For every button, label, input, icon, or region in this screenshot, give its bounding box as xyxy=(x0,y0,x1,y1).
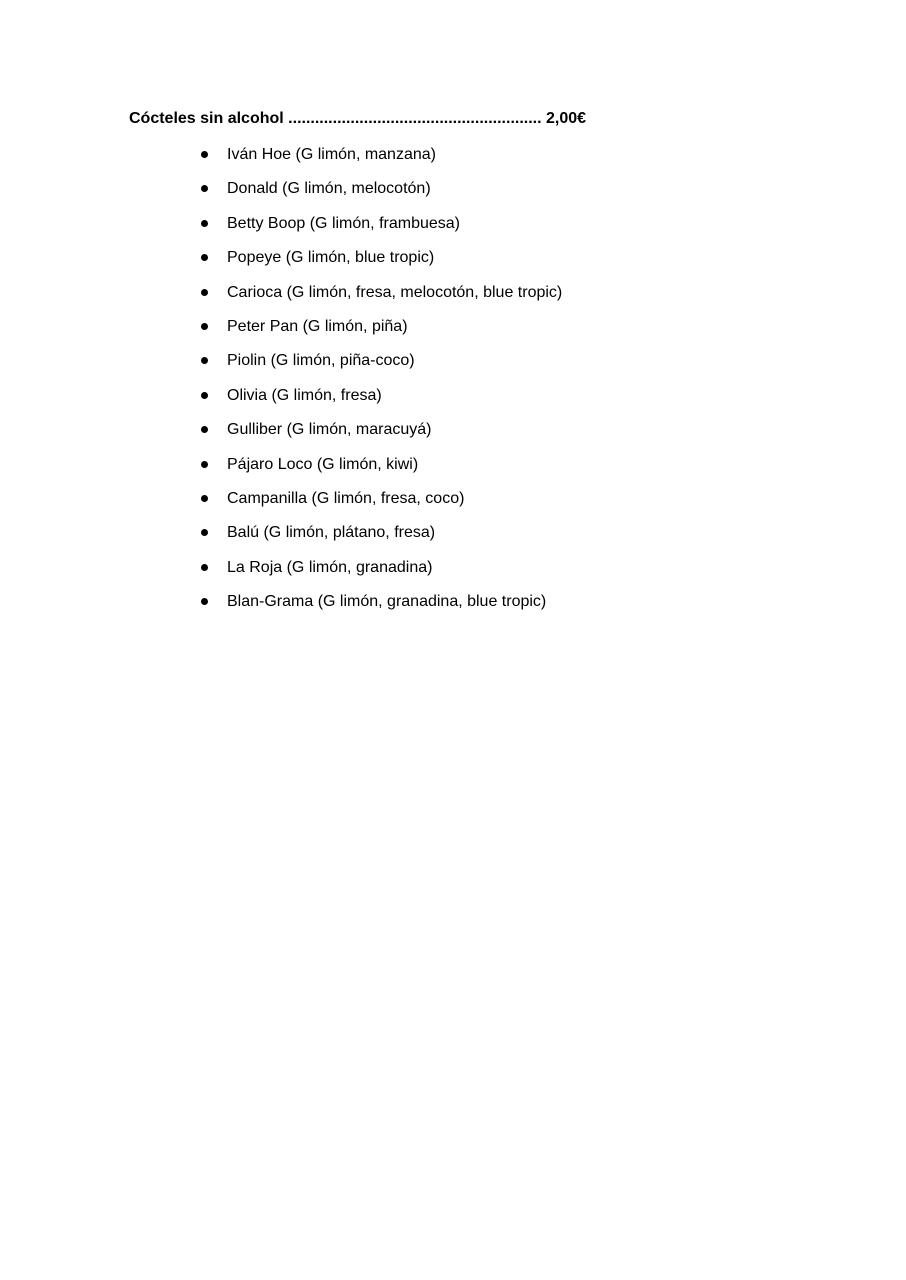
bullet-icon xyxy=(201,392,208,399)
cocktail-name: Pájaro Loco (G limón, kiwi) xyxy=(227,455,419,473)
bullet-icon xyxy=(201,461,208,468)
bullet-icon xyxy=(201,357,208,364)
section-price: 2,00€ xyxy=(546,110,587,127)
dot-leader: ......................................................... xyxy=(288,110,542,127)
bullet-icon xyxy=(201,529,208,536)
cocktail-name: Popeye (G limón, blue tropic) xyxy=(227,249,435,267)
bullet-icon xyxy=(201,323,208,330)
cocktail-name: Balú (G limón, plátano, fresa) xyxy=(227,524,436,542)
bullet-icon xyxy=(201,598,208,605)
bullet-icon xyxy=(201,495,208,502)
cocktail-name: Peter Pan (G limón, piña) xyxy=(227,317,408,335)
cocktail-name: Carioca (G limón, fresa, melocotón, blue tropic) xyxy=(227,283,563,301)
bullet-icon xyxy=(201,254,208,261)
bullet-icon xyxy=(201,185,208,192)
bullet-icon xyxy=(201,426,208,433)
bullet-icon xyxy=(201,564,208,571)
cocktail-name: Campanilla (G limón, fresa, coco) xyxy=(227,489,465,507)
cocktail-name: Blan-Grama (G limón, granadina, blue tropic) xyxy=(227,593,547,611)
cocktail-name: Betty Boop (G limón, frambuesa) xyxy=(227,214,460,232)
cocktail-name: Gulliber (G limón, maracuyá) xyxy=(227,421,432,439)
bullet-icon xyxy=(201,151,208,158)
cocktail-name: Olivia (G limón, fresa) xyxy=(227,386,382,404)
bullet-icon xyxy=(201,220,208,227)
cocktail-name: Iván Hoe (G limón, manzana) xyxy=(227,146,436,163)
cocktail-name: La Roja (G limón, granadina) xyxy=(227,558,433,576)
section-title: Cócteles sin alcohol xyxy=(129,110,284,127)
cocktail-name: Donald (G limón, melocotón) xyxy=(227,180,431,198)
section-heading xyxy=(129,108,586,130)
bullet-icon xyxy=(201,289,208,296)
cocktail-name: Piolin (G limón, piña-coco) xyxy=(227,352,415,370)
